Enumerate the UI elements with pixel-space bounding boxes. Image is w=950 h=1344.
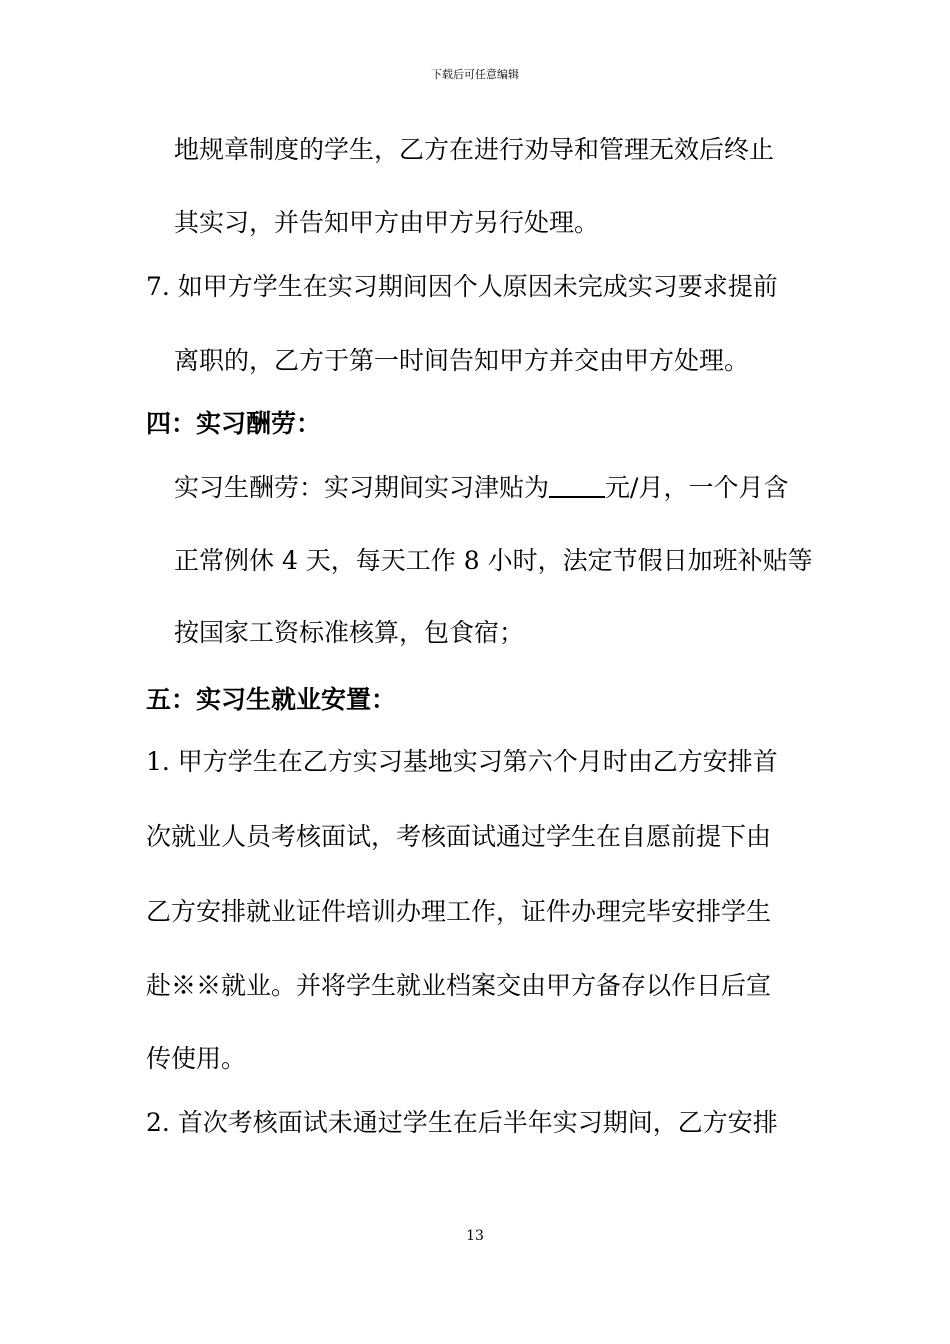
paragraph-line: 离职的，乙方于第一时间告知甲方并交由甲方处理。	[174, 346, 750, 375]
paragraph-line: 地规章制度的学生，乙方在进行劝导和管理无效后终止	[174, 135, 775, 164]
salary-blank	[549, 474, 605, 498]
paragraph-line: 传使用。	[146, 1044, 247, 1073]
paragraph-line: 次就业人员考核面试，考核面试通过学生在自愿前提下由	[146, 822, 772, 851]
page-header: 下载后可任意编辑	[431, 68, 519, 81]
paragraph-line: 正常例休 4 天，每天工作 8 小时，法定节假日加班补贴等	[174, 546, 813, 575]
page-number: 13	[466, 1228, 484, 1244]
list-item-1: 1. 甲方学生在乙方实习基地实习第六个月时由乙方安排首	[146, 747, 778, 776]
section-heading-4: 四：实习酬劳：	[146, 409, 322, 438]
paragraph-line: 赴※※就业。并将学生就业档案交由甲方备存以作日后宣	[146, 971, 772, 1000]
section-heading-5: 五：实习生就业安置：	[146, 685, 397, 714]
paragraph-line: 按国家工资标准核算，包食宿；	[174, 618, 525, 647]
list-item-2: 2. 首次考核面试未通过学生在后半年实习期间，乙方安排	[146, 1108, 778, 1137]
salary-unit-text: 元/月，一个月含	[605, 473, 789, 502]
paragraph-line: 乙方安排就业证件培训办理工作，证件办理完毕安排学生	[146, 897, 772, 926]
paragraph-line	[174, 471, 788, 505]
list-item-7: 7. 如甲方学生在实习期间因个人原因未完成实习要求提前	[146, 272, 778, 301]
paragraph-line: 其实习，并告知甲方由甲方另行处理。	[174, 208, 600, 237]
salary-text: 实习生酬劳：实习期间实习津贴为	[174, 473, 550, 502]
